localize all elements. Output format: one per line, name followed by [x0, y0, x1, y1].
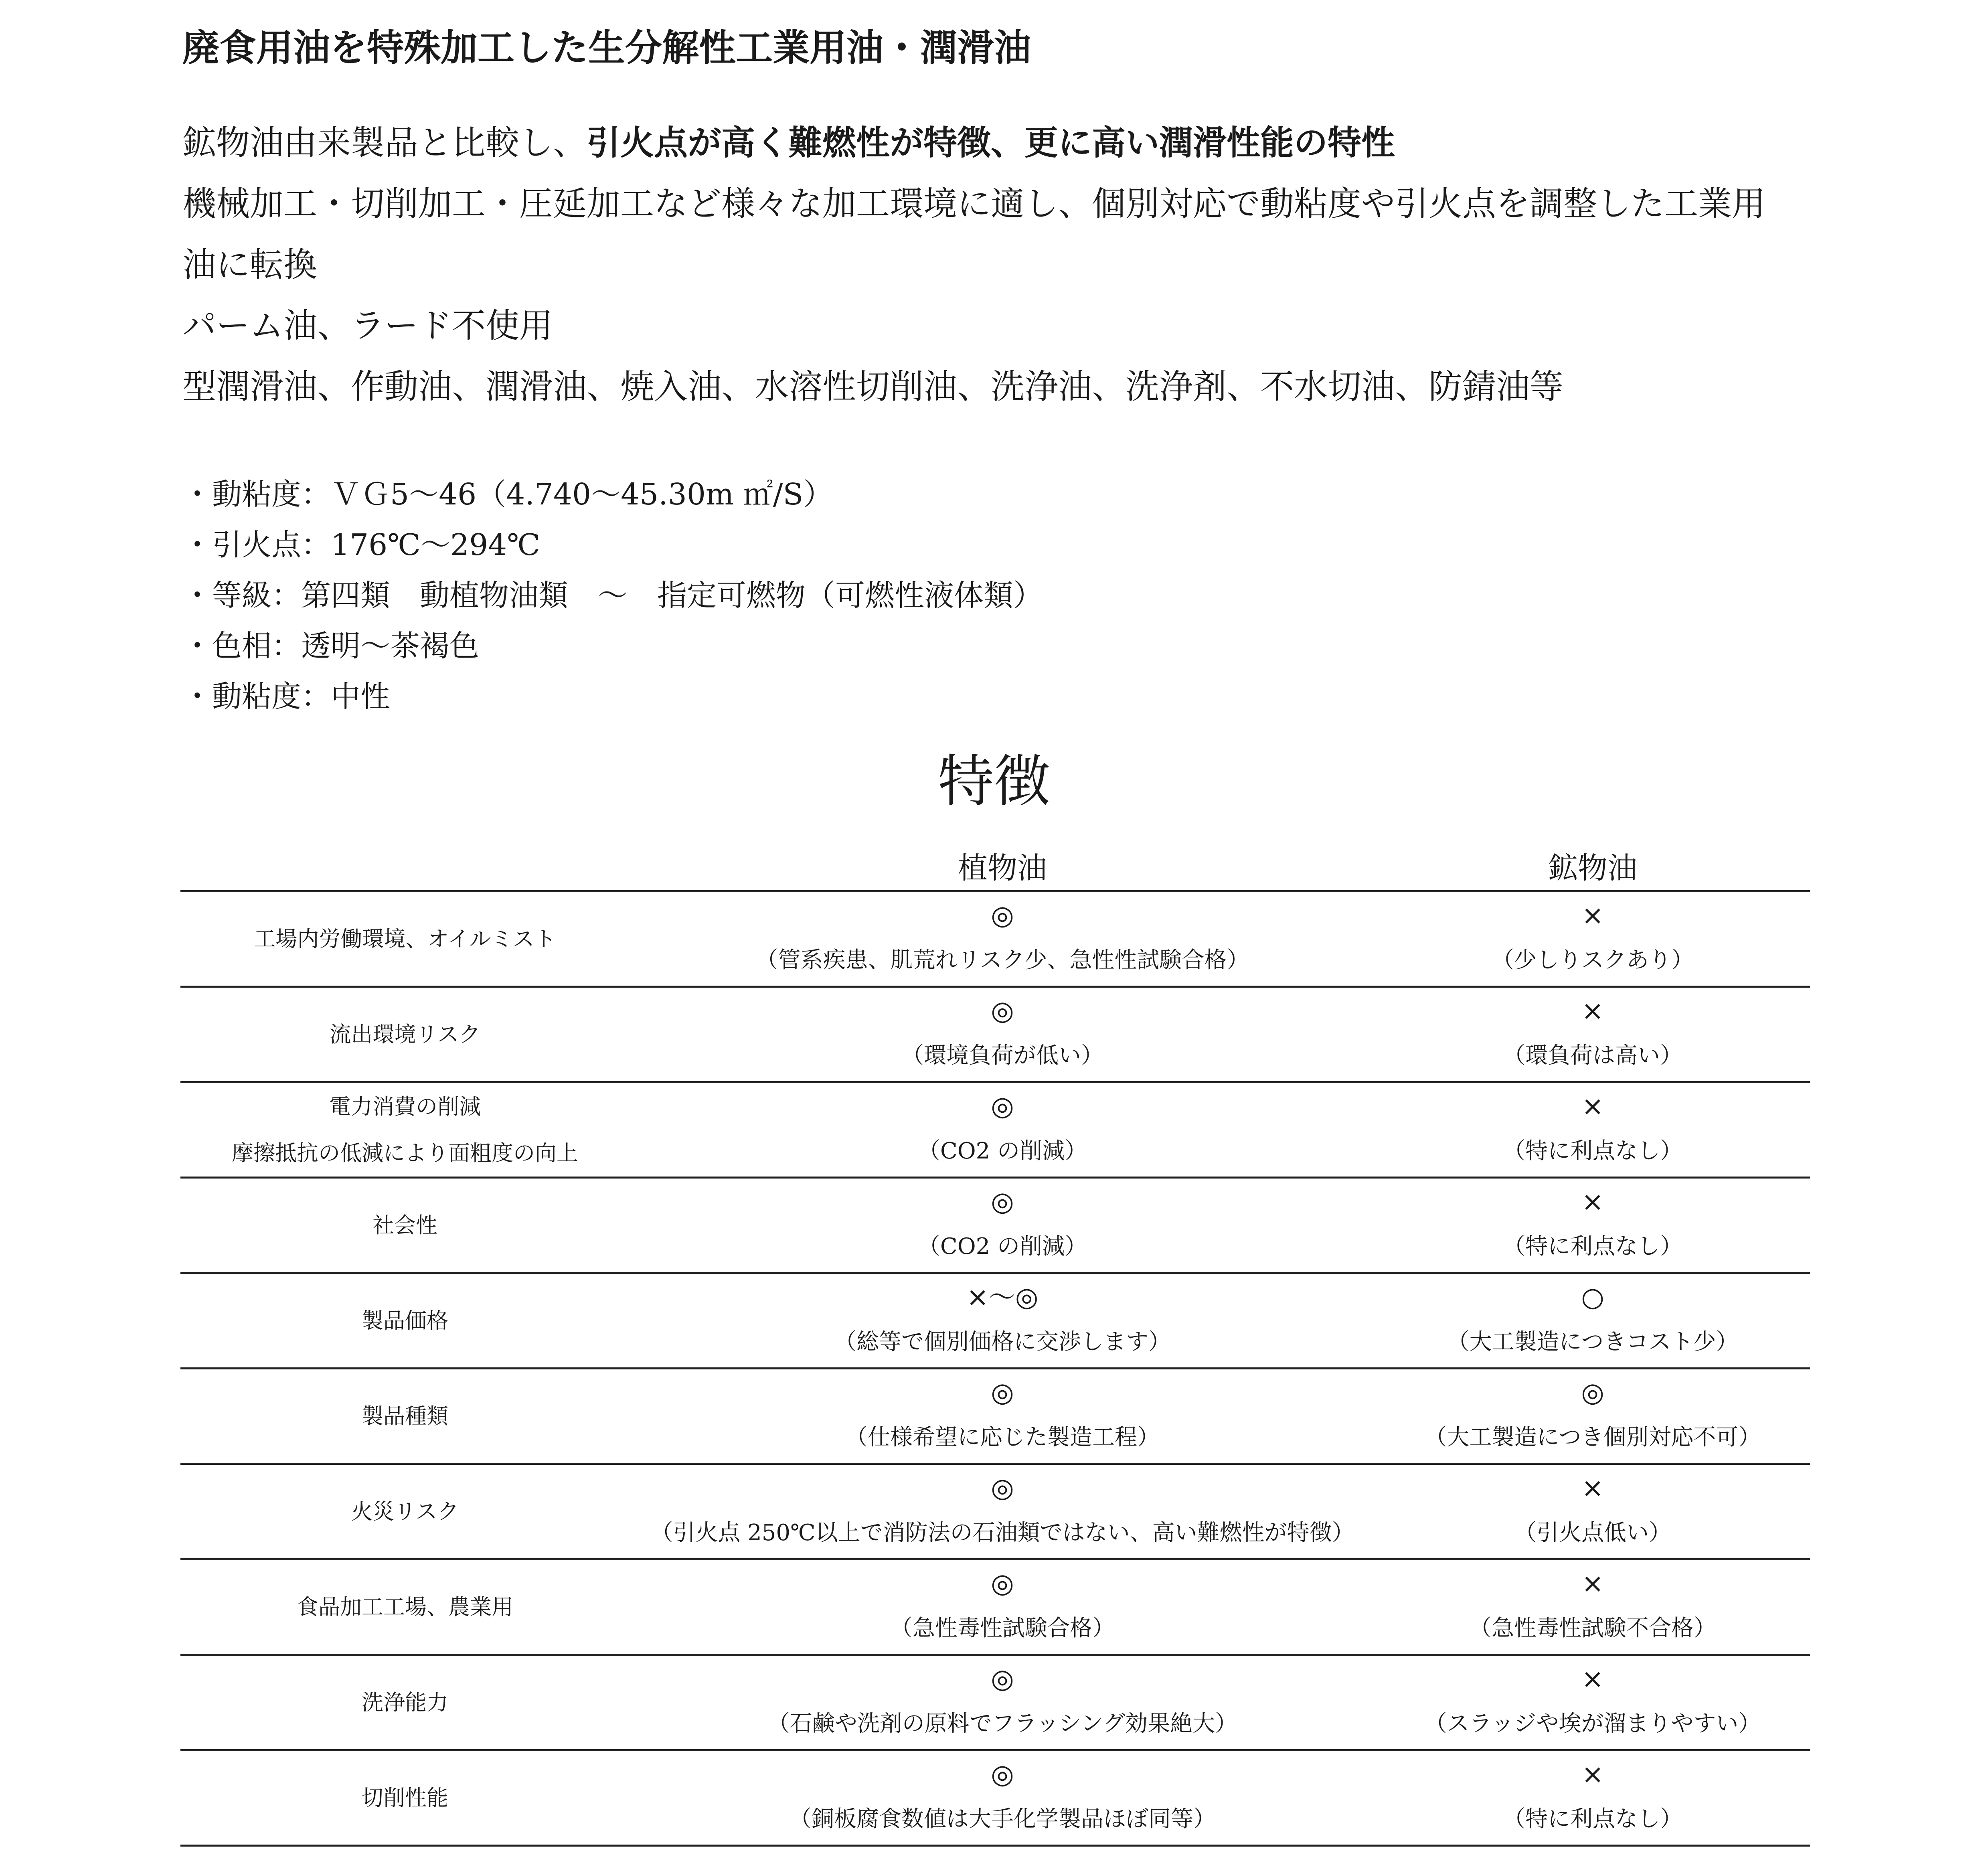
- vegetable-oil-cell: [630, 988, 1375, 1081]
- vegetable-oil-note: （仕様希望に応じた製造工程）: [845, 1424, 1160, 1450]
- mineral-oil-note: （特に利点なし）: [1503, 1806, 1682, 1832]
- vegetable-oil-cell: [630, 1560, 1375, 1654]
- mineral-oil-cell: [1375, 1560, 1810, 1654]
- mineral-oil-cell: [1375, 1083, 1810, 1177]
- mineral-oil-note: （大工製造につき個別対応不可）: [1424, 1424, 1761, 1450]
- intro-block: [182, 112, 1826, 417]
- section-heading: 特徴: [937, 749, 1050, 814]
- mineral-oil-rating-mark: ×: [1581, 1186, 1604, 1217]
- intro-line-2: 機械加工・切削加工・圧延加工など様々な加工環境に適し、個別対応で動粘度や引火点を調整した工業用: [182, 184, 1766, 223]
- row-label: 火災リスク: [351, 1499, 459, 1524]
- row-label: 社会性: [372, 1212, 437, 1238]
- row-label: 食品加工工場、農業用: [297, 1594, 513, 1620]
- vegetable-oil-rating-mark: ◎: [991, 1568, 1014, 1599]
- mineral-oil-note: （大工製造につきコスト少）: [1447, 1329, 1739, 1355]
- vegetable-oil-rating-mark: ◎: [991, 1377, 1014, 1408]
- mineral-oil-cell: [1375, 988, 1810, 1081]
- vegetable-oil-cell: [630, 1465, 1375, 1558]
- vegetable-oil-note: （急性毒性試験合格）: [890, 1615, 1115, 1641]
- intro-line-1: [182, 112, 1826, 173]
- table-row: [180, 1369, 1810, 1465]
- column-header-mineral-oil: 鉱物油: [1548, 851, 1637, 885]
- table-row: [180, 1465, 1810, 1560]
- intro-line-1-normal: 鉱物油由来製品と比較し、: [182, 123, 587, 162]
- spec-item: ・動粘度：中性: [182, 679, 390, 714]
- mineral-oil-rating-mark: ×: [1581, 1472, 1604, 1503]
- intro-line-5: 型潤滑油、作動油、潤滑油、焼入油、水溶性切削油、洗浄油、洗浄剤、不水切油、防錆油等: [182, 367, 1564, 406]
- row-label-cell: [180, 1656, 630, 1749]
- row-label: 製品価格: [362, 1308, 448, 1333]
- vegetable-oil-cell: [630, 1751, 1375, 1845]
- vegetable-oil-rating-mark: ◎: [991, 1186, 1014, 1217]
- mineral-oil-note: （特に利点なし）: [1503, 1233, 1682, 1260]
- row-label-cell: [180, 1083, 630, 1177]
- vegetable-oil-note: （石鹸や洗剤の原料でフラッシング効果絶大）: [767, 1711, 1238, 1737]
- row-label: 摩擦抵抗の低減により面粗度の向上: [232, 1140, 578, 1166]
- table-row: [180, 988, 1810, 1083]
- row-label-cell: [180, 1179, 630, 1272]
- vegetable-oil-cell: [630, 1083, 1375, 1177]
- column-header-vegetable-oil: 植物油: [958, 851, 1047, 885]
- row-label-cell: [180, 1274, 630, 1367]
- mineral-oil-cell: [1375, 1656, 1810, 1749]
- intro-line-3: 油に転換: [182, 245, 318, 284]
- row-label: 工場内労働環境、オイルミスト: [254, 926, 556, 952]
- vegetable-oil-rating-mark: ◎: [991, 1091, 1014, 1122]
- vegetable-oil-cell: [630, 892, 1375, 986]
- vegetable-oil-note: （総等で個別価格に交渉します）: [834, 1329, 1171, 1355]
- vegetable-oil-cell: [630, 1274, 1375, 1367]
- vegetable-oil-cell: [630, 1656, 1375, 1749]
- row-label: 切削性能: [362, 1785, 448, 1810]
- table-row: [180, 1083, 1810, 1179]
- table-header: [180, 846, 1810, 892]
- spec-item: ・動粘度：ＶＧ5～46（4.740～45.30m ㎡/S）: [182, 477, 833, 512]
- mineral-oil-rating-mark: ×: [1581, 1759, 1604, 1790]
- mineral-oil-cell: [1375, 892, 1810, 986]
- row-label: 製品種類: [362, 1403, 448, 1429]
- mineral-oil-rating-mark: ×: [1581, 1663, 1604, 1694]
- row-label-cell: [180, 1751, 630, 1845]
- row-label: 電力消費の削減: [329, 1094, 481, 1119]
- mineral-oil-cell: [1375, 1274, 1810, 1367]
- table-row: [180, 1274, 1810, 1369]
- vegetable-oil-note: （管系疾患、肌荒れリスク少、急性性試験合格）: [755, 947, 1249, 973]
- row-label-cell: [180, 1560, 630, 1654]
- row-label-cell: [180, 892, 630, 986]
- vegetable-oil-rating-mark: ◎: [991, 995, 1014, 1026]
- intro-line-4: パーム油、ラード不使用: [182, 306, 553, 345]
- vegetable-oil-note: （引火点 250℃以上で消防法の石油類ではない、高い難燃性が特徴）: [650, 1520, 1354, 1546]
- mineral-oil-cell: [1375, 1369, 1810, 1463]
- mineral-oil-note: （急性毒性試験不合格）: [1469, 1615, 1716, 1641]
- spec-item: ・等級：第四類 動植物油類 ～ 指定可燃物（可燃性液体類）: [182, 578, 1043, 613]
- vegetable-oil-note: （CO2 の削減）: [917, 1233, 1087, 1260]
- vegetable-oil-note: （環境負荷が低い）: [901, 1043, 1103, 1069]
- table-row: [180, 1751, 1810, 1847]
- row-label-cell: [180, 1369, 630, 1463]
- spec-list: [182, 469, 1043, 722]
- table-row: [180, 1656, 1810, 1751]
- table-row: [180, 892, 1810, 988]
- mineral-oil-note: （引火点低い）: [1514, 1520, 1671, 1546]
- vegetable-oil-rating-mark: ◎: [991, 1472, 1014, 1503]
- mineral-oil-cell: [1375, 1465, 1810, 1558]
- mineral-oil-cell: [1375, 1179, 1810, 1272]
- vegetable-oil-rating-mark: ◎: [991, 1663, 1014, 1694]
- mineral-oil-rating-mark: ×: [1581, 1568, 1604, 1599]
- row-label-cell: [180, 988, 630, 1081]
- document-title: 廃食用油を特殊加工した生分解性工業用油・潤滑油: [182, 26, 1031, 69]
- vegetable-oil-rating-mark: ◎: [991, 900, 1014, 931]
- table-row: [180, 1179, 1810, 1274]
- mineral-oil-note: （スラッジや埃が溜まりやすい）: [1424, 1711, 1761, 1737]
- mineral-oil-rating-mark: ×: [1581, 900, 1604, 931]
- vegetable-oil-cell: [630, 1179, 1375, 1272]
- intro-line-1-bold: 引火点が高く難燃性が特徴、更に高い潤滑性能の特性: [587, 123, 1395, 162]
- mineral-oil-note: （環負荷は高い）: [1503, 1043, 1682, 1069]
- table-row: [180, 1560, 1810, 1656]
- table-body: [180, 892, 1810, 1847]
- mineral-oil-note: （少しりスクあり）: [1492, 947, 1694, 973]
- row-label: 流出環境リスク: [329, 1021, 481, 1047]
- mineral-oil-rating-mark: ◎: [1581, 1377, 1604, 1408]
- vegetable-oil-cell: [630, 1369, 1375, 1463]
- vegetable-oil-note: （銅板腐食数値は大手化学製品ほぼ同等）: [789, 1806, 1216, 1832]
- mineral-oil-cell: [1375, 1751, 1810, 1845]
- vegetable-oil-rating-mark: ◎: [991, 1759, 1014, 1790]
- vegetable-oil-note: （CO2 の削減）: [917, 1138, 1087, 1164]
- row-label-cell: [180, 1465, 630, 1558]
- spec-item: ・色相：透明～茶褐色: [182, 629, 479, 663]
- vegetable-oil-rating-mark: ×～◎: [966, 1282, 1039, 1312]
- spec-item: ・引火点：176℃～294℃: [182, 528, 541, 562]
- mineral-oil-rating-mark: ○: [1581, 1282, 1604, 1312]
- mineral-oil-note: （特に利点なし）: [1503, 1138, 1682, 1164]
- row-label: 洗浄能力: [362, 1689, 448, 1715]
- mineral-oil-rating-mark: ×: [1581, 1091, 1604, 1122]
- comparison-table: [180, 846, 1810, 1847]
- mineral-oil-rating-mark: ×: [1581, 995, 1604, 1026]
